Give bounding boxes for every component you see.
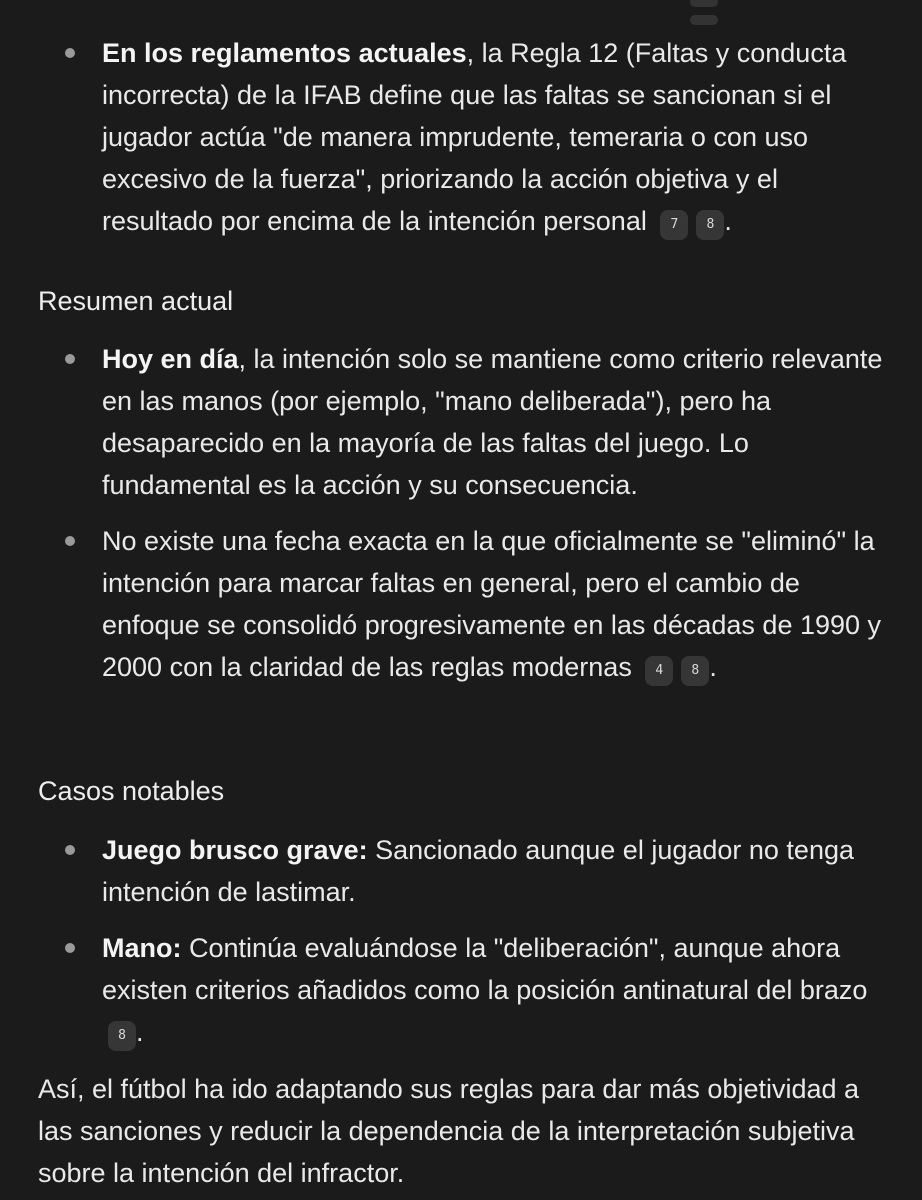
intro-list <box>0 32 922 256</box>
item-bold: Juego brusco grave: <box>102 835 368 865</box>
item-text: , la Regla 12 (Faltas y conducta incorrecta) de la IFAB define que las faltas se sancionan si el jugador actúa "de manera imprudente, temeraria o con uso excesivo de la fuerza", priorizando la acción objetiva y el resultado por encima de la intención personal <box>102 38 847 236</box>
item-text: , la intención solo se mantiene como criterio relevante en las manos (por ejemplo, "mano deliberada"), pero ha desaparecido en la mayoría de las faltas del juego. Lo fundamental es la acción y su consecuencia. <box>102 344 883 500</box>
resumen-list <box>0 338 922 702</box>
citation-badge[interactable]: 7 <box>660 210 688 240</box>
item-text: No existe una fecha exacta en la que oficialmente se "eliminó" la intención para marcar faltas en general, pero el cambio de enfoque se consolidó progresivamente en las décadas de 1990 y 2000 con la claridad de las reglas modernas <box>102 526 882 682</box>
item-text: Sancionado aunque el jugador no tenga intención de lastimar. <box>102 835 854 907</box>
section-heading-casos: Casos notables <box>38 776 225 806</box>
toolbar-button-edge[interactable] <box>690 15 718 25</box>
conclusion-paragraph: Así, el fútbol ha ido adaptando sus reglas para dar más objetividad a las sanciones y reducir la dependencia de la interpretación subjetiva sobre la intención del infractor. <box>38 1074 860 1188</box>
bullet-dot <box>65 845 75 855</box>
citation-badge[interactable]: 8 <box>108 1021 136 1051</box>
item-end: . <box>709 652 717 682</box>
top-toolbar-edge <box>690 0 760 4</box>
citation-badge[interactable]: 4 <box>645 656 673 686</box>
list-item <box>0 338 922 506</box>
citation-badge[interactable]: 8 <box>696 210 724 240</box>
item-bold: Hoy en día <box>102 344 239 374</box>
item-end: . <box>724 206 732 236</box>
list-item <box>0 520 922 688</box>
item-text: Continúa evaluándose la "deliberación", aunque ahora existen criterios añadidos como la posición antinatural del brazo <box>102 933 868 1005</box>
toolbar-button-edge[interactable] <box>690 0 718 7</box>
item-bold: Mano: <box>102 933 182 963</box>
bullet-dot <box>65 943 75 953</box>
bullet-dot <box>65 354 75 364</box>
section-heading-resumen: Resumen actual <box>38 286 234 316</box>
list-item <box>0 927 922 1053</box>
list-item <box>0 32 922 242</box>
list-item <box>0 829 922 913</box>
item-end: . <box>136 1017 144 1047</box>
item-bold: En los reglamentos actuales <box>102 38 467 68</box>
bullet-dot <box>65 536 75 546</box>
casos-list <box>0 829 922 1067</box>
bullet-dot <box>65 48 75 58</box>
citation-badge[interactable]: 8 <box>681 656 709 686</box>
